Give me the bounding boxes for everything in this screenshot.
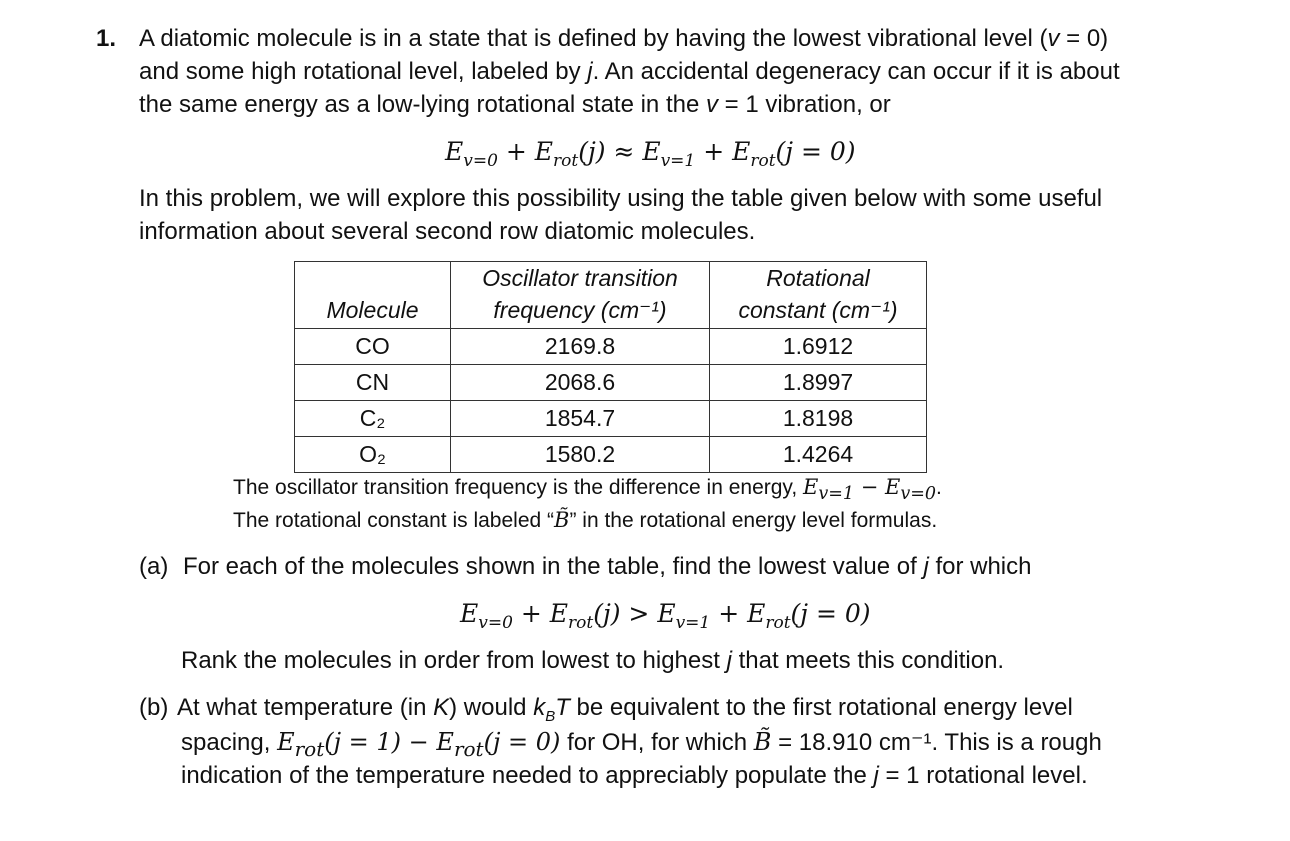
eq-symbol: E <box>549 599 569 628</box>
part-b-k: K <box>433 694 450 721</box>
part-b-text: = 18.910 cm⁻¹. This is a rough <box>771 729 1102 756</box>
cell-rotational-constant: 1.4264 <box>710 437 927 473</box>
part-a-rank <box>181 644 1004 678</box>
note-text: The rotational constant is labeled “ <box>233 509 555 532</box>
eq-subscript: v=1 <box>675 613 711 633</box>
eq-subscript: v=0 <box>478 613 513 633</box>
molecule-data-table <box>294 261 927 473</box>
part-b-kb-sub: B <box>545 707 556 725</box>
cell-frequency: 2169.8 <box>451 329 710 365</box>
part-b-math: E <box>277 728 295 756</box>
eq-argument: (j = 0) <box>790 599 871 628</box>
part-b-t: T <box>555 694 570 721</box>
intro-text: the same energy as a low-lying rotational state in the <box>139 91 706 118</box>
cell-rotational-constant: 1.6912 <box>710 329 927 365</box>
intro-v: v <box>705 91 718 118</box>
intro-j: j <box>587 58 593 85</box>
note-operator: − <box>854 475 886 499</box>
header-rotational-line-2: constant (cm⁻¹) <box>738 297 898 323</box>
cell-rotational-constant: 1.8997 <box>710 365 927 401</box>
cell-molecule: C₂ <box>295 401 451 437</box>
eq-subscript: rot <box>568 613 594 633</box>
eq-operator: + <box>695 137 733 166</box>
note-text: The oscillator transition frequency is the difference in energy, <box>233 476 804 499</box>
part-b-text: ) would <box>449 694 534 721</box>
part-b-subscript: rot <box>453 736 484 761</box>
eq-relation: ≈ <box>605 137 643 166</box>
eq-argument: (j = 0) <box>775 137 856 166</box>
part-b-line-3 <box>181 759 1088 793</box>
cell-frequency: 2068.6 <box>451 365 710 401</box>
intro-text: and some high rotational level, labeled by <box>139 58 588 85</box>
header-frequency-line-1: Oscillator transition <box>482 265 678 291</box>
note-text: ” in the rotational energy level formulas. <box>569 509 938 532</box>
eq-symbol: E <box>732 137 751 166</box>
cell-molecule: CO <box>295 329 451 365</box>
cell-rotational-constant: 1.8198 <box>710 401 927 437</box>
eq-operator: + <box>512 599 550 628</box>
header-frequency-line-2: frequency (cm⁻¹) <box>493 297 667 323</box>
intro-v: v <box>1047 25 1060 52</box>
table-row <box>295 437 927 473</box>
note-subscript: v=1 <box>818 484 855 505</box>
table-row <box>295 401 927 437</box>
table-row <box>295 329 927 365</box>
intro-text: = 0) <box>1059 25 1109 52</box>
eq-symbol: E <box>534 137 554 166</box>
part-b-operator: − <box>401 728 437 756</box>
table-note-1 <box>233 472 942 509</box>
part-a-j: j <box>726 647 732 674</box>
eq-subscript: rot <box>765 613 791 633</box>
header-rotational-line-1: Rotational <box>766 265 870 291</box>
eq-operator: + <box>710 599 748 628</box>
paragraph-2-line-1: In this problem, we will explore this possibility using the table given below with some useful <box>139 185 1103 212</box>
part-a-question <box>183 550 1031 584</box>
eq-symbol: E <box>657 599 676 628</box>
eq-symbol: E <box>642 137 661 166</box>
table-note-2 <box>233 505 937 536</box>
eq-symbol: E <box>445 137 464 166</box>
eq-argument: (j) <box>593 599 621 628</box>
intro-line-3 <box>139 88 891 122</box>
table-header-row <box>295 262 927 329</box>
intro-line-2 <box>139 55 1120 89</box>
note-text: . <box>936 476 942 499</box>
header-rotational-constant <box>710 262 927 329</box>
part-a-j: j <box>923 553 929 580</box>
eq-operator: + <box>497 137 535 166</box>
intro-text: = 1 vibration, or <box>717 91 891 118</box>
header-molecule-text: Molecule <box>326 297 419 323</box>
part-b-argument: (j = 1) <box>324 728 402 756</box>
part-b-text: for OH, for which <box>560 729 754 756</box>
part-a-text: Rank the molecules in order from lowest to highest <box>181 647 727 674</box>
equation-degeneracy <box>445 135 856 169</box>
part-b-math: E <box>436 728 454 756</box>
eq-relation: > <box>620 599 658 628</box>
part-b-text: spacing, <box>181 729 278 756</box>
part-b-j: j <box>873 762 879 789</box>
eq-argument: (j) <box>578 137 606 166</box>
part-a-text: For each of the molecules shown in the table, find the lowest value of <box>183 553 924 580</box>
equation-condition <box>460 597 871 631</box>
eq-subscript: v=1 <box>660 151 696 171</box>
eq-subscript: v=0 <box>463 151 498 171</box>
eq-symbol: E <box>747 599 766 628</box>
cell-frequency: 1580.2 <box>451 437 710 473</box>
cell-molecule: CN <box>295 365 451 401</box>
part-a-text: for which <box>928 553 1032 580</box>
cell-frequency: 1854.7 <box>451 401 710 437</box>
cell-molecule: O₂ <box>295 437 451 473</box>
note-math: B̃ <box>554 508 570 532</box>
part-b-subscript: rot <box>294 736 325 761</box>
problem-number: 1. <box>96 25 117 52</box>
note-math: E <box>803 475 819 499</box>
part-b-label: (b) <box>139 694 169 721</box>
eq-subscript: rot <box>553 151 579 171</box>
note-math: E <box>885 475 901 499</box>
intro-text: . An accidental degeneracy can occur if it is about <box>592 58 1120 85</box>
table-row <box>295 365 927 401</box>
note-subscript: v=0 <box>900 484 937 505</box>
part-b-text: be equivalent to the first rotational energy level <box>569 694 1073 721</box>
part-b-text: indication of the temperature needed to appreciably populate the <box>181 762 874 789</box>
part-b-argument: (j = 0) <box>483 728 561 756</box>
part-b-b-tilde: B̃ <box>753 728 772 756</box>
part-b-kb: k <box>533 694 546 721</box>
eq-symbol: E <box>460 599 479 628</box>
intro-line-1 <box>139 22 1108 56</box>
eq-subscript: rot <box>750 151 776 171</box>
header-molecule <box>295 262 451 329</box>
part-b-text: At what temperature (in <box>177 694 434 721</box>
part-b-text: = 1 rotational level. <box>878 762 1088 789</box>
part-a-label: (a) <box>139 553 169 580</box>
paragraph-2-line-2: information about several second row diatomic molecules. <box>139 218 756 245</box>
part-a-text: that meets this condition. <box>731 647 1005 674</box>
header-frequency <box>451 262 710 329</box>
intro-text: A diatomic molecule is in a state that is defined by having the lowest vibrational level ( <box>139 25 1048 52</box>
